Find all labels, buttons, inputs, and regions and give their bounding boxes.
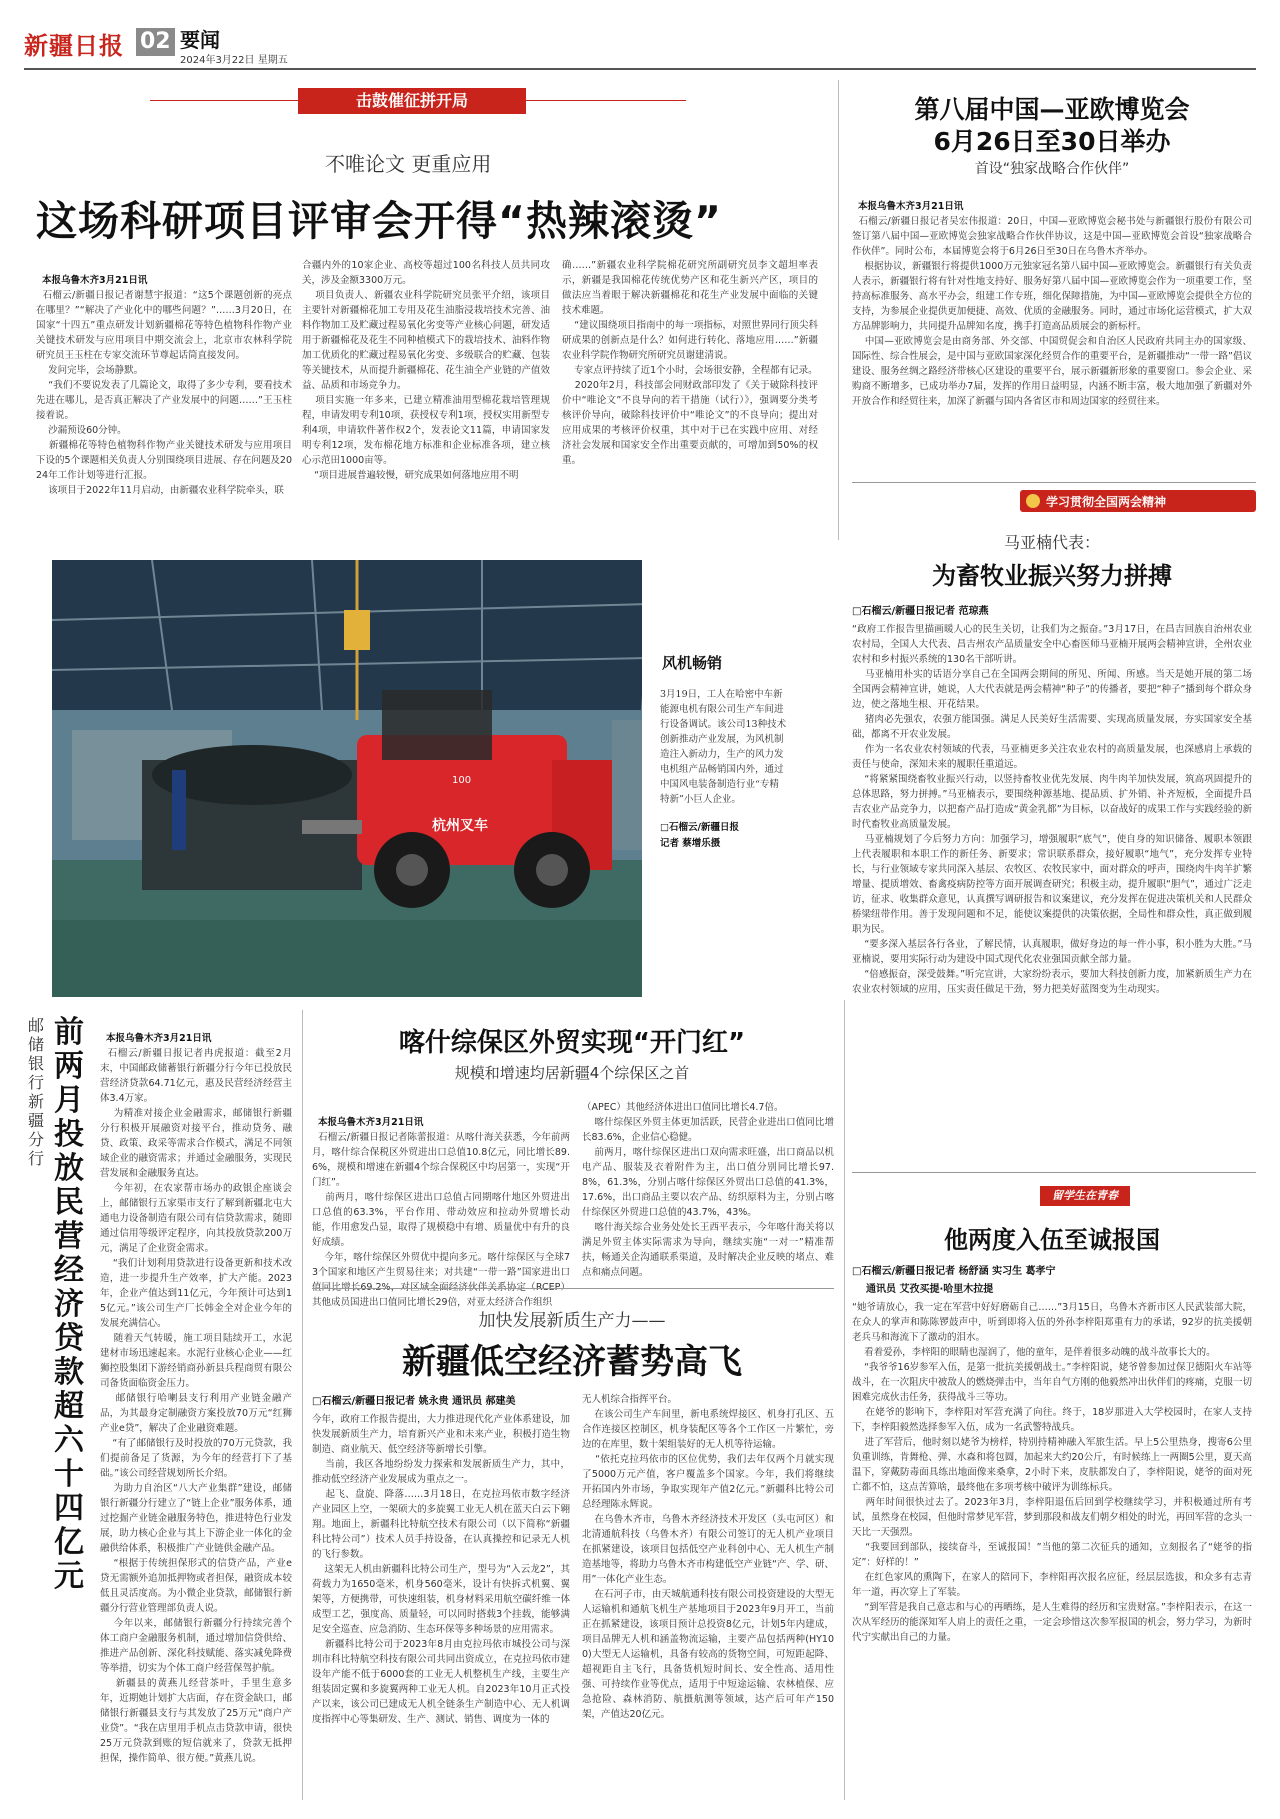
two-sessions-kicker: 马亚楠代表： (1003, 533, 1100, 552)
feature-photo (52, 560, 798, 997)
dateline: 本报乌鲁木齐3月21日讯 (318, 1117, 424, 1128)
enlist-badge: 留学生在青春 (1040, 1186, 1130, 1206)
two-sessions-badge (1020, 490, 1256, 512)
lead-column-2: 合疆内外的10家企业、高校等超过100名科技人员共同攻关，涉及金额3300万元。 项目负责人、新疆农业科学院研究员张平介绍，该项目主要针对新疆棉花加工专用及花生油脂浸栽培技术完善、油料作物加工及贮藏过程易氧化劣变等产业核心问题，研发适用于新疆棉花及花生不同种植模式下的栽培技术、油料作物加工优质化的贮藏过程易氧化劣变、多级联合的贮藏、包装等关键技术，从而提升新疆棉花、花生油全产业链的产值效益、品质和市场竞争力。 项目实施一年多来，已建立精准油用型棉花栽培管理规程，申请发明专利10项，获授权专利1项，授权实用新型专利4项，申请软件著作权2个，发表论文11篇，申请国家发明专利12项，发布棉花地方标准和企业标准各项，建立核心示范田1000亩等。 “项目进展普遍较慢，研究成果如何落地应用不明 (302, 260, 550, 481)
lead-headline: 这场科研项目评审会开得“热辣滚烫” (36, 197, 722, 245)
enlist-byline: 通讯员 艾孜买提·哈里木拉提 (866, 1284, 994, 1295)
low-altitude-byline: □石榴云/新疆日报记者 姚永贵 通讯员 郝建美 (312, 1396, 516, 1407)
lead-kicker: 不唯论文 更重应用 (325, 152, 492, 176)
column-divider (302, 1010, 303, 1800)
postal-subhead: 邮储银行新疆分行 (28, 1016, 45, 1168)
section-rule (312, 1288, 834, 1289)
article-text: 石榴云/新疆日报记者谢慧宇报道：“这5个课题创新的亮点在哪里？”“解决了产业化中的哪些问题？”……3月20日，在国家“十四五”重点研发计划新疆棉花等特色植物科作物产业关键技术研发与应用项目中期交流会上，北京市农林科学院研究员王玉柱在专家交流环节尊起话筒直接发问。 发问完毕，会场静默。 “我们不要说发表了几篇论文，取得了多少专利，要看技术先进在哪儿，是否真正解决了产业发展中的问题……”王玉柱接着说。 沙漏预设60分钟。 新疆棉花等特色植物科作物产业关键技术研发与应用项目下设的5个课题相关负责人分别围绕项目进展、存在问题及2024年工作计划等进行汇报。 该项目于2022年11月启动，由新疆农业科学院牵头，联 (36, 290, 293, 496)
section-rule (852, 1172, 1256, 1173)
badge-label: 学习贯彻全国两会精神 (1046, 495, 1167, 509)
photo-caption-panel (642, 560, 798, 997)
kashgar-headline: 喀什综保区外贸实现“开门红” (398, 1028, 746, 1058)
newspaper-logo: 新疆日报 (24, 31, 124, 60)
dateline: 本报乌鲁木齐3月21日讯 (106, 1033, 212, 1044)
photo-credit: □石榴云/新疆日报 (660, 822, 739, 833)
banner-rule (526, 100, 686, 101)
photo-credit: 记者 蔡增乐摄 (660, 838, 721, 849)
lead-column-1 (36, 258, 293, 496)
kashgar-column-2: （APEC）其他经济体进出口值同比增长4.7倍。 喀什综保区外贸主体更加活跃，民营企业进出口值同比增长83.6%，企业信心稳健。 前两月，喀什综保区进出口双向需求旺盛，出口商品以机电产品、服装及衣着附件为主，出口值分别同比增长97.8%，61.3%，分别占喀什综保区外贸出口总值的41.3%，17.6%，出口商品主要以农产品、纺织原料为主，分别占喀什综保区外贸进口总值的43.7%，43%。 喀什海关综合业务处处长王西平表示，今年喀什海关将以满足外贸主体实际需求为导向，继续实施“一对一”精准帮扶，畅通关企沟通联系渠道，及时解决企业反映的堵点、难点和痛点问题。 (582, 1102, 834, 1278)
two-sessions-byline: □石榴云/新疆日报记者 范琼燕 (852, 606, 989, 617)
forklift-brand-text: 杭州叉车 (432, 818, 488, 834)
postal-headline: 前两月投放民营经济贷款超六十四亿元 (54, 1015, 84, 1594)
column-divider (838, 80, 839, 540)
article-text: 石榴云/新疆日报记者陈蕾报道：从喀什海关获悉，今年前两月，喀什综合保税区外贸进出口总值10.8亿元，同比增长89.6%，规模和增速在新疆4个综合保税区中均居第一，实现“开门红”。 前两月，喀什综保区进出口总值占同期喀什地区外贸进出口总值的63.3%，平台作用、带动效应和拉动外贸增长动能，作用愈发凸显，取得了规模稳中有增、质量优中有升的良好成绩。 今年，喀什综保区外贸优中提向多元。喀什综保区与全球73个国家和地区产生贸易往来；对共建“一带一路”国家进出口 其他成员国进出口值同比增长29倍，对亚太经济合作组织 (312, 1132, 570, 1308)
masthead-rule (24, 68, 1256, 70)
campaign-banner: 击鼓催征拼开局 (298, 88, 526, 114)
column-divider (844, 1000, 845, 1800)
flag-icon (1026, 494, 1040, 508)
two-sessions-headline: 为畜牧业振兴努力拼搏 (932, 562, 1172, 590)
low-altitude-column-1: 今年，政府工作报告提出，大力推进现代化产业体系建设，加快发展新质生产力，培育新兴产业和未来产业，积极打造生物制造、商业航天、低空经济等新增长引擎。 当前，我区各地纷纷发力探索和发展新质生产力，其中，推动低空经济产业发展成为重点之一。 起飞、盘旋、降落……3月18日，在克拉玛依市数字经济产业园区上空，一架硕大的多旋翼工业无人机在蓝天白云下翱翔。地面上，新疆科比特航空技术有限公司（以下简称“新疆科比特公司”）技术人员手持设备，在认真操控和记录无人机的飞行参数。 这架无人机由新疆科比特公司生产，型号为“入云龙2”，其荷载力为1650毫米，机身560毫米，设计有快拆式机翼、翼架等，方便携带，可快速组装，机身材料采用航空碳纤维一体成型工艺，强度高、质量轻，可以同时搭载3个挂载，能够满足安全巡查、应急消防、生态环保等多种场景的应用需求。 新疆科比特公司于2023年8月由克拉玛依市城投公司与深圳市科比特航空科技有限公司共同出资成立，在克拉玛依市建设年产能不低于6000套的工业无人机整机生产线，主要生产组装固定翼和多旋翼两种工业无人机。自2023年10月正式投产以来，该公司已建成无人机全链条生产制造中心、无人机调度指挥中心等集研发、生产、测试、销售、调度为一体的 (312, 1414, 570, 1725)
forklift-model-text: 100 (452, 775, 472, 786)
enlist-article: “她爷请放心，我一定在军营中好好磨砺自己……”3月15日，乌鲁木齐新市区人民武装部大院，在众人的掌声和陈陈锣鼓声中，听到即将入伍的外孙李梓阳郑重有力的承诺，92岁的抗美援朝老兵马和海流下了激动的泪水。 看着爱孙，李梓阳的眼睛也湿润了，他的童年，是伴着很多动魄的战斗故事长大的。 “我爷爷16岁参军入伍，是第一批抗美援朝战士。”李梓阳说，姥爷曾参加过保卫德阳火车站等战斗，在一次阻庆中被敌人的燃烧弹击中，当年自气方刚的他毅然冲出伙伴们的疼痛，克服一切困难完成伙击任务，获得战斗三等功。 在姥爷的影响下，李梓阳对军营充满了向往。终于，18岁那进入大学校园时，在家人支持下，李梓阳毅然选择参军入伍，成为一名武警特战兵。 进了军营后，他时刻以姥爷为榜样，特别持精神融入军旅生活。早上5公里热身，搜寄6公里负重训练，肯舞枪、弹、水森和将包圆，加起来大约20公斤，有时候练上一两圈5公里，夏天高温下，穿戴防毒面具练出地面像来桑拿，2小时下来，皮肤都发白了，李梓阳说，姥爷的面对死亡都不怕，这点苦算啥，最终他在多项考核中破评为训练标兵。 两年时间很快过去了。2023年3月，李梓阳退伍后回到学校继续学习，并积极通过所有考试，虽然身在校园，但他时常梦见军营，梦到那段和战友们朝夕相处的时光，再回军营的念头一天比一天强烈。 “我要回到部队，接续奋斗，至诚报国！”当他的第二次征兵的通知，立刻报名了“姥爷的指定”：好样的！” 在红色家风的熏陶下，在家人的陪同下，李梓阳再次报名应征，经层层选拔，和众多有志青年一道，再次穿上了军装。 “到军营是我自己意志和与心的再晒练，是人生难得的经历和宝贵财富。”李梓阳表示，在这一次从军经历的能深知军人肩上的责任之重，一定会珍惜这次参军报国的机会，努力学习，为新时代宁实献出自己的力量。 (852, 1302, 1252, 1643)
expo-headline-2: 6月26日至30日举办 (933, 127, 1171, 156)
article-text: 石榴云/新疆日报记者冉虎报道：截至2月末，中国邮政储蓄银行新疆分行今年已投放民营经济贷款64.71亿元，惠及民营经济经营主体3.4万家。 为精准对接企业金融需求，邮储银行新疆分行积极开展融资对接平台，推动贷务、融贷、政策、政采等需求合作模式，满足不同领域企业的融资需求；并通过金融服务，实现民营发展和金融服务直达。 今年初，在农家帮市场办的政银企座谈会上，邮储银行五家渠市支行了解到新疆北屯大通电力设备制造有限公司有信贷款需求，随即通过信用等级评定程序，向其投放贷款200万元，满足了企业资金需求。 “我们计划利用贷款进行设备更新和技术改造，进一步提升生产效率，扩大产能。2023年，企业产值达到11亿元，今年预计可达到15亿元。”该公司生产厂长韩金全对企业今年的发展充满信心。 随着天气转暖，施工项目陆续开工，水泥建材市场迅速起来。水泥行业核心企业——红狮控股集团下游经销商孙新县兵程商贸有限公司备货面临资金压力。 邮储银行哈喇县支行利用产业链金融产品，为其最身定制融资方案投放70万元“红狮产业e贷”，解决了企业融资难题。 “有了邮储银行及时投放的70万元贷款，我们提前备足了货源，为今年的经营打下了基础。”该公司经营规划所长介绍。 为助力自治区“八大产业集群”建设，邮储银行新疆分行建立了“链上企业”服务体系，通过挖掘产业链金融服务特色，推进特色行业发展，助力核心企业与其上下游企业一体化的金融供给体系，积极推广产业链供金融产品。 “根据于传统担保形式的信贷产品，产业e贷无需额外追加抵押物或者担保，融资成本较低且灵活度高。为小微企业贷款，邮储银行新疆分行营业管理部负责人说。 今年以来，邮储银行新疆分行持续完善个体工商户金融服务机制，通过增加信贷供给、推进产品创新、深化科技赋能、落实减免降费等举措，切实为个体工商户经营保驾护航。 新疆县的黄燕儿经营茶叶，手里生意多年，近期她计划扩大店面，存在资金缺口，邮储银行新疆县支行与其发放了25万元“商户产业贷”。“我在店里用手机点击贷款申请，很快25万元贷款到账的短信就来了，贷款无抵押担保，操作简单、很方便。”黄燕儿说。 (100, 1048, 292, 1764)
section-title: 要闻 (180, 28, 220, 52)
kashgar-subhead: 规模和增速均居新疆4个综保区之首 (454, 1064, 690, 1082)
expo-headline-1: 第八届中国—亚欧博览会 (914, 95, 1190, 124)
enlist-headline: 他两度入伍至诚报国 (944, 1226, 1160, 1254)
kashgar-column-1 (312, 1100, 570, 1308)
photo-caption: 3月19日，工人在哈密中车新能源电机有限公司生产车间进行设备调试。该公司13种技术创新推动产业发展，为风机制造注入新动力，生产的风力发电机组产品畅销国内外，通过中国风电装备制造行业“专精特新”小巨人企业。 (660, 689, 787, 805)
two-sessions-article: “政府工作报告里描画暖人心的民生关切，让我们为之振奋。”3月17日，在昌吉回族自治州农业农村局，全国人大代表、昌吉州农产品质量安全中心畜医师马亚楠开展两会精神宣讲，全州农业农村和乡村振兴系统的130名干部听讲。 马亚楠用朴实的话语分享自己在全国两会期间的所见、所闻、所感。当天是她开展的第二场全国两会精神宣讲，她说，人大代表就是两会精神“种子”的传播者，要把“种子”播到每个群众身边，使之落地生根、开花结果。 猪肉必先强农，农强方能国强。满足人民美好生活需要、实现高质量发展，夯实国家安全基础，都离不开农业发展。 作为一名农业农村领域的代表，马亚楠更多关注农业农村的高质量发展，也深感肩上承载的责任与使命，深知未来的履职任重道远。 “将紧紧围绕畜牧业振兴行动，以竖持畜牧业优先发展、肉牛肉羊加快发展，筑高巩固提升的总体思路，努力拼搏。”马亚楠表示，要围绕种源基地、提品质、扩外销、补齐短板，全面提升昌吉农业产品竞争力，以把畜产品打造成“黄金乳都”为目标，以奋战好的成果工作与实践经验的新时代畜牧业高质量发展。 马亚楠规划了今后努力方向：加强学习，增强履职“底气”，使自身的知识储备、履职本领跟上代表履职和本职工作的新任务、新要求；常识联系群众，接好履职“地气”，充分发挥专业特长，与行业领域专家共同深入基层、农牧区、农牧民家中，面对群众的呼声，围绕肉牛肉羊扩繁增量、提质增效、畜禽疫病防控等方面开展调查研究；积极主动，提升履职“胆气”，通过广泛走访，征求、收集群众意见，认真撰写调研报告和议案建议，充分发挥在促进决策机关和人民群众桥梁纽带作用。善于发现问题和不足，能使议案提供的决策依据，全局性和群众性，真正做到履职为民。 “要多深入基层各行各业，了解民情，认真履职，做好身边的每一件小事，积小胜为大胜。”马亚楠说，要用实际行动为建设中国式现代化农业强国贡献全部力量。 “倍感振奋，深受鼓舞。”听完宣讲，大家纷纷表示，要加大科技创新力度，加紧新质生产力在农业农村领域的应用，压实责任做足干劲，努力把美好蓝图变为生动现实。 (852, 624, 1252, 995)
low-altitude-column-2: 无人机综合指挥平台。 在该公司生产车间里，新电系统焊接区、机身打孔区、五合作连接区控制区，机身装配区等各个工作区一片繁忙，旁边的在库里，数十架组装好的无人机等待运输。 “依托克拉玛依市的区位优势，我们去年仅两个月就实现了5000万元产值，客户覆盖多个国家。今年，我们将继续开拓国内外市场，争取实现年产值2亿元。”新疆科比特公司总经理陈永辉说。 在乌鲁木齐市，乌鲁木齐经济技术开发区（头屯河区）和北清通航科技（乌鲁木齐）有限公司签订的无人机产业项目在抓紧建设，该项目包括低空产业科创中心、无人机生产制造基地等，将助力乌鲁木齐市构建低空产业链“产、学、研、用”一体化产业生态。 在石河子市，由天城航通科技有限公司投资建设的大型无人运输机和通航飞机生产基地项目于2023年9月开工，当前正在抓紧建设，该项目预计总投资8亿元，计划5年内建成，项目品牌无人机和涵盖物流运输，主要产品包括两种(HY100)大型无人运输机，具备有较高的货物空间，可短距起降、超视距自主飞行，具备货机短时间长、安全性高、适用性强、可持续作业等优点，适用于中短途运输、农林植保、应急抢险、森林消防、航摄航测等领域，达产后可年产150架，产值达20亿元。 (582, 1394, 834, 1720)
section-rule (852, 482, 1256, 483)
banner-rule (150, 100, 298, 101)
dateline: 本报乌鲁木齐3月21日讯 (858, 201, 964, 212)
low-altitude-headline: 新疆低空经济蓄势高飞 (402, 1342, 742, 1382)
photo-title: 风机畅销 (662, 654, 723, 672)
page-number: 02 (136, 28, 175, 56)
masthead (24, 24, 1256, 64)
lead-column-3: 确……”新疆农业科学院棉花研究所副研究员李文超坦率表示，新疆是我国棉花传统优势产区和花生新兴产区，项目的做法应当着眼于解决新疆棉花和花生产业发展中面临的关键技术难题。 “建议围绕项目指南中的每一项指标，对照世界同行顶尖科研成果的创新点是什么？如何进行转化、落地应用……”新疆农业科学院作物研究所研究员谢建清说。 专家点评持续了近1个小时，会场很安静，全程都有记录。 2020年2月，科技部会同财政部印发了《关于破除科技评价中“唯论文”不良导向的若干措施（试行）》，强调要分类考核评价导向，破除科技评价中“唯论文”的不良导向；提出对应用成果的考核评价权重，其中对于已在实践中应用、对经济社会发展和国家安全作出重要贡献的，可增加到50%的权重。 (562, 260, 818, 466)
expo-subhead: 首设“独家战略合作伙伴” (974, 161, 1130, 177)
issue-date: 2024年3月22日 星期五 (180, 55, 288, 66)
expo-article (852, 184, 1252, 476)
postal-article (100, 1016, 292, 1796)
low-altitude-kicker: 加快发展新质生产力—— (478, 1311, 666, 1331)
enlist-byline: □石榴云/新疆日报记者 杨舒涵 实习生 葛孝宁 (852, 1266, 1056, 1277)
article-text: 石榴云/新疆日报记者吴宏伟报道：20日，中国—亚欧博览会秘书处与新疆银行股份有限公司签订第八届中国—亚欧博览会独家战略合作伙伴协议，这是中国—亚欧博览会首设“独家战略合作伙伴”。同时公布，本届博览会将于6月26日至30日在乌鲁木齐举办。 根据协议，新疆银行将提供1000万元独家冠名第八届中国—亚欧博览会。新疆银行有关负责人表示，新疆银行将有针对性地支持好、服务好第八届中国—亚欧博览会作为一项重要工作，坚持高标准服务、高水平办会，组建工作专班，细化保障措施，为中国—亚欧博览会提供全方位的支持，为参展企业提供更加便捷、高效、优质的金融服务。同时，通过市场化运营模式，扩大双方品牌影响力，共同提升品牌知名度，携手打造高品质展会的新标杆。 中国—亚欧博览会是由商务部、外交部、中国贸促会和自治区人民政府共同主办的国家级、国际性、综合性展会，是中国与亚欧国家深化经贸合作的重要平台，是新疆推动“一带一路”倡议建设、服务丝绸之路经济带核心区建设的重要平台，展示新疆新形象的重要窗口。参会企业、采购商不断增多，已成功举办7届，发挥的作用日益明显，内涵不断丰富，极大地加强了新疆对外开放合作和经贸往来，加深了新疆与国内各省区市和周边国家的经贸往来。 (852, 216, 1252, 407)
dateline: 本报乌鲁木齐3月21日讯 (42, 275, 148, 286)
